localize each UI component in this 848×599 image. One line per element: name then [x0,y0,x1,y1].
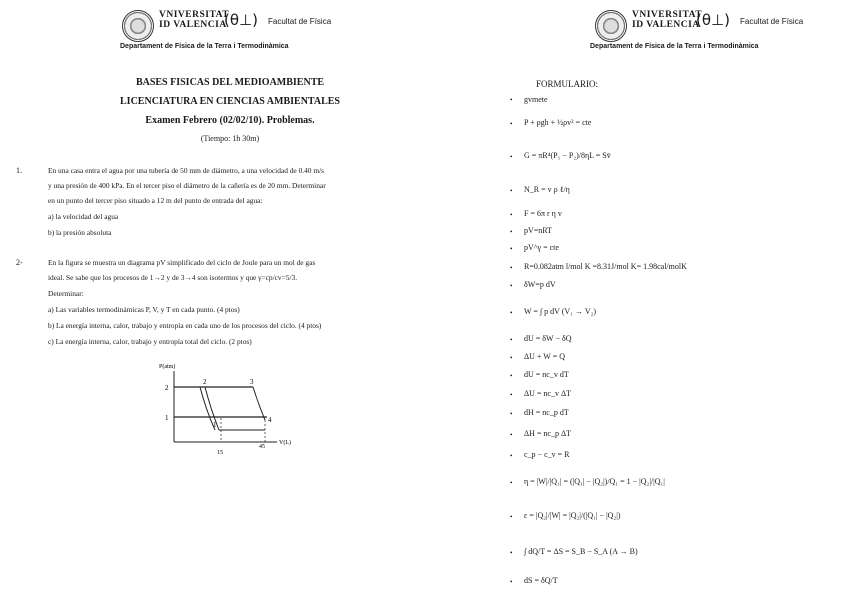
bullet: • [510,354,513,362]
bullet: • [510,96,513,104]
bullet: • [510,264,513,272]
university-seal-icon [595,10,627,42]
formula-item: ΔU + W = Q [524,352,565,361]
formula-item: c_p − c_v = R [524,450,570,459]
formula-item: N_R = v ρ ℓ/η [524,185,570,194]
formula-item: pV=nRT [524,226,553,235]
formula-item: ε = |Q₂|/|W| = |Q₂|/(|Q₁| − |Q₂|) [524,511,621,520]
formula-page [500,0,848,599]
point-2-label: 2 [203,378,207,386]
problem-2-c: c) La energía interna, calor, trabajo y entropía total del ciclo. (2 ptos) [48,337,252,346]
bullet: • [510,513,513,521]
faculty-name: Facultat de Física [268,17,332,26]
problem-2-a: a) Las variables termodinámicas P, V, y T en cada punto. (4 ptos) [48,305,240,314]
faculty-logo-icon: (θ⊥) [696,11,730,29]
formula-item: ΔH = nc_p ΔT [524,429,572,438]
university-header [122,10,229,42]
y-tick-1: 1 [165,414,169,422]
x-tick-45: 45 [259,444,265,450]
bullet: • [510,479,513,487]
faculty-logo-icon: (θ⊥) [224,11,258,29]
problem-1-line-3: en un punto del tercer piso situado a 12 m del punto de entrada del agua: [48,196,263,205]
formula-item: dU = δW − δQ [524,334,572,343]
university-header [595,10,702,42]
university-name-line1: VNIVERSITAT [632,10,703,20]
department-name: Departament de Física de la Terra i Termodinàmica [590,43,759,50]
formulario-heading: FORMULARIO: [536,79,599,89]
bullet: • [510,410,513,418]
x-axis-label: V(L) [279,440,291,446]
bullet: • [510,187,513,195]
exam-title-1: BASES FISICAS DEL MEDIOAMBIENTE [135,77,325,88]
problem-1-number: 1. [16,166,22,175]
bullet: • [510,120,513,128]
process-3-4-curve [253,387,265,420]
formula-item: dU = nc_v dT [524,370,569,379]
point-1-label: 1 [213,421,217,429]
university-name-line2: ID VALENCIA [632,20,700,30]
faculty-name: Facultat de Física [740,17,804,26]
formula-item: F = 6π r η v [524,209,562,218]
formula-item: pV^γ = cte [524,243,559,252]
formula-item: W = ∫ p dV (V₁ → V₂) [524,307,597,316]
formula-item: η = |W|/|Q₁| = (|Q₁| − |Q₂|)/Q₁ = 1 − |Q₂|/|Q₁| [524,477,665,486]
formula-item: dS = δQ/T [524,576,558,585]
y-tick-2: 2 [165,384,169,392]
problem-2-line-3: Determinar: [48,289,84,298]
bullet: • [510,309,513,317]
formula-item: R=0.082atm l/mol K =8.31J/mol K= 1.98cal/molK [524,262,687,271]
university-name-line1: VNIVERSITAT [159,10,230,20]
bullet: • [510,153,513,161]
university-name-line2: ID VALENCIA [159,20,227,30]
problem-1-line-2: y una presión de 400 kPa. En el tercer piso el diámetro de la cañería es de 20 mm. Determinar [48,181,326,190]
problem-2-line-1: En la figura se muestra un diagrama pV simplificado del ciclo de Joule para un mol de gas [48,258,316,267]
exam-title-2: LICENCIATURA EN CIENCIAS AMBIENTALES [120,96,340,107]
bullet: • [510,211,513,219]
bullet: • [510,452,513,460]
exam-title-3: Examen Febrero (02/02/10). Problemas. [145,115,315,126]
bullet: • [510,336,513,344]
formula-item: P + ρgh + ½ρv² = cte [524,118,592,127]
problem-1-b: b) la presión absoluta [48,228,112,237]
bullet: • [510,578,513,586]
formula-item: ΔU = nc_v ΔT [524,389,572,398]
bullet: • [510,282,513,290]
university-seal-icon [122,10,154,42]
bullet: • [510,245,513,253]
department-name: Departament de Física de la Terra i Termodinàmica [120,43,289,50]
bullet: • [510,549,513,557]
y-axis-label: P(atm) [159,364,176,370]
bullet: • [510,228,513,236]
bullet: • [510,391,513,399]
x-tick-15: 15 [217,450,223,456]
exam-time: (Tiempo: 1h 30m) [200,134,260,143]
formula-item: ∫ dQ/T = ΔS = S_B − S_A (A → B) [524,547,638,556]
bullet: • [510,372,513,380]
problem-1-a: a) la velocidad del agua [48,212,119,221]
problem-2-number: 2- [16,258,23,267]
point-3-label: 3 [250,378,254,386]
point-4-label: 4 [268,416,272,424]
problem-2-b: b) La energía interna, calor, trabajo y entropía en cada uno de los procesos del ciclo. (4 ptos) [48,321,322,330]
formula-item: gvmete [524,95,548,104]
formula-item: dH = nc_p dT [524,408,569,417]
problem-2-line-2: ideal. Se sabe que los procesos de 1→2 y de 3→4 son isotermos y que γ=cp/cv=5/3. [48,273,298,282]
formula-item: δW=p dV [524,280,556,289]
formula-item: G = πR⁴(P₁ − P₂)/8ηL = Sv̄ [524,151,611,160]
pv-diagram [155,358,300,466]
bullet: • [510,431,513,439]
problem-1-line-1: En una casa entra el agua por una tubería de 50 mm de diámetro, a una velocidad de 0.40 m/s [48,166,325,175]
